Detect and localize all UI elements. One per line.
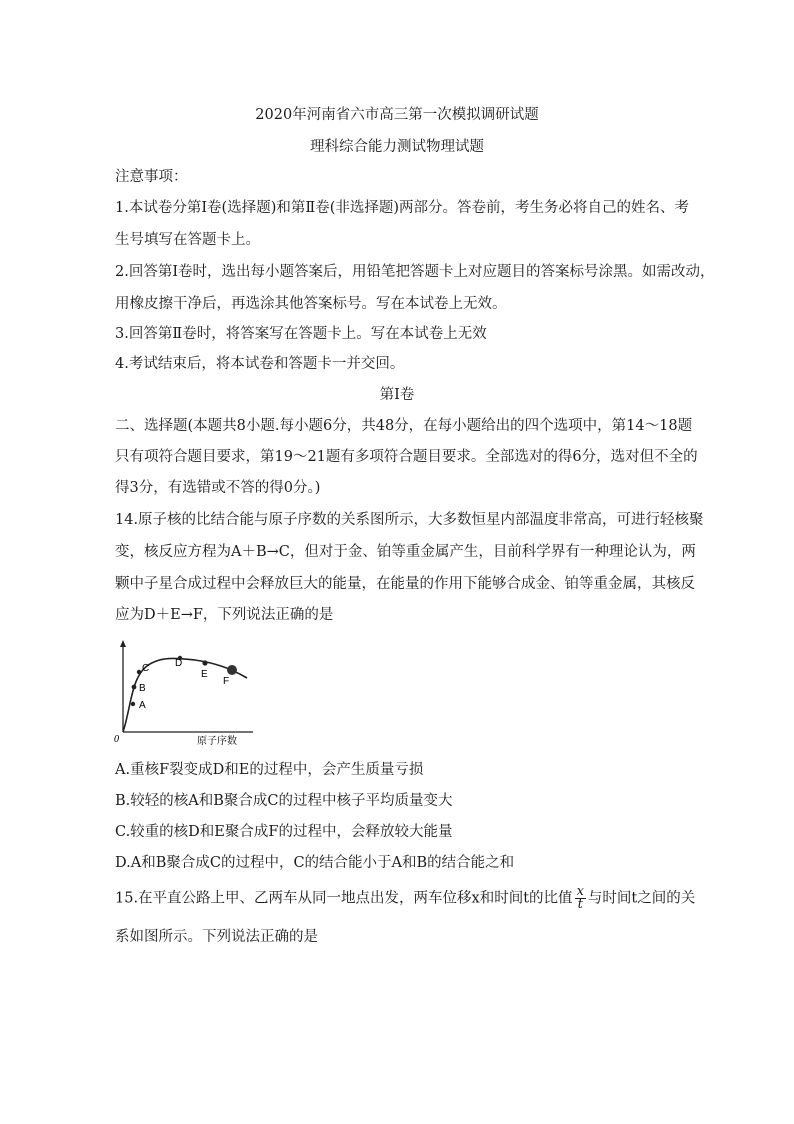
y-axis-arrow (120, 640, 126, 647)
notice-item-1b: 生号填写在答题卡上。 (115, 232, 260, 248)
point-d-label: D (175, 658, 183, 669)
fraction-denominator: t (577, 897, 583, 912)
instructions-line-2: 只有项符合题目要求，第19～21题有多项符合题目要求。全部选对的得6分，选对但不全的 (115, 449, 698, 465)
q14-option-a: A.重核F裂变成D和E的过程中，会产生质量亏损 (115, 762, 424, 778)
notice-item-2b: 用橡皮擦干净后，再选涂其他答案标号。写在本试卷上无效。 (115, 296, 507, 312)
notice-item-1a: 1.本试卷分第Ⅰ卷(选择题)和第Ⅱ卷(非选择题)两部分。答卷前，考生务必将自己的姓名、考 (115, 200, 690, 216)
q14-option-c: C.较重的核D和E聚合成F的过程中，会释放较大能量 (115, 824, 453, 840)
q14-line-1: 14.原子核的比结合能与原子序数的关系图所示，大多数恒星内部温度非常高，可进行轻核聚 (115, 512, 704, 528)
point-f-label: F (223, 676, 230, 687)
point-e-label: E (201, 669, 208, 680)
instructions-line-1: 二、选择题(本题共8小题.每小题6分，共48分，在每小题给出的四个选项中，第14～18题 (115, 418, 693, 434)
x-axis-label: 原子序数 (197, 736, 237, 747)
title-line-2: 理科综合能力测试物理试题 (310, 139, 484, 155)
point-b-dot (132, 685, 137, 690)
q15-line-1 (115, 886, 695, 911)
notice-item-2a: 2.回答第Ⅰ卷时，选出每小题答案后，用铅笔把答题卡上对应题目的答案标号涂黑。如需改动， (115, 264, 715, 280)
notice-item-4: 4.考试结束后，将本试卷和答题卡一并交回。 (115, 356, 405, 372)
point-f-dot (227, 665, 237, 675)
q15-line-2: 系如图所示。下列说法正确的是 (115, 929, 318, 945)
title-line-1: 2020年河南省六市高三第一次模拟调研试题 (255, 107, 539, 123)
binding-energy-graph (105, 638, 270, 748)
fraction-numerator: x (576, 884, 584, 899)
point-e-dot (202, 660, 207, 665)
point-b-label: B (139, 683, 146, 694)
q14-line-2: 变，核反应方程为A＋B→C，但对于金、铂等重金属产生，目前科学界有一种理论认为，两 (115, 544, 696, 560)
point-a-label: A (139, 700, 146, 711)
x-over-t-fraction (575, 886, 586, 911)
point-c-dot (137, 670, 141, 674)
point-c-label: C (142, 663, 150, 674)
section-title: 第Ⅰ卷 (379, 387, 415, 403)
q14-line-3: 颗中子星合成过程中会释放巨大的能量，在能量的作用下能够合成金、铂等重金属，其核反 (115, 576, 695, 592)
q14-option-d: D.A和B聚合成C的过程中，C的结合能小于A和B的结合能之和 (115, 855, 515, 871)
q14-option-b: B.较轻的核A和B聚合成C的过程中核子平均质量变大 (115, 793, 453, 809)
q15-line-1-post: 与时间t之间的关 (587, 890, 696, 907)
q14-line-4: 应为D＋E→F，下列说法正确的是 (115, 607, 334, 623)
notice-heading: 注意事项： (115, 169, 188, 185)
origin-label: 0 (114, 734, 119, 745)
q15-line-1-pre: 15.在平直公路上甲、乙两车从同一地点出发，两车位移x和时间t的比值 (115, 890, 573, 907)
point-a-dot (131, 702, 135, 706)
notice-item-3: 3.回答第Ⅱ卷时，将答案写在答题卡上。写在本试卷上无效 (115, 326, 487, 342)
instructions-line-3: 得3分，有选错或不答的得0分。) (115, 480, 321, 496)
